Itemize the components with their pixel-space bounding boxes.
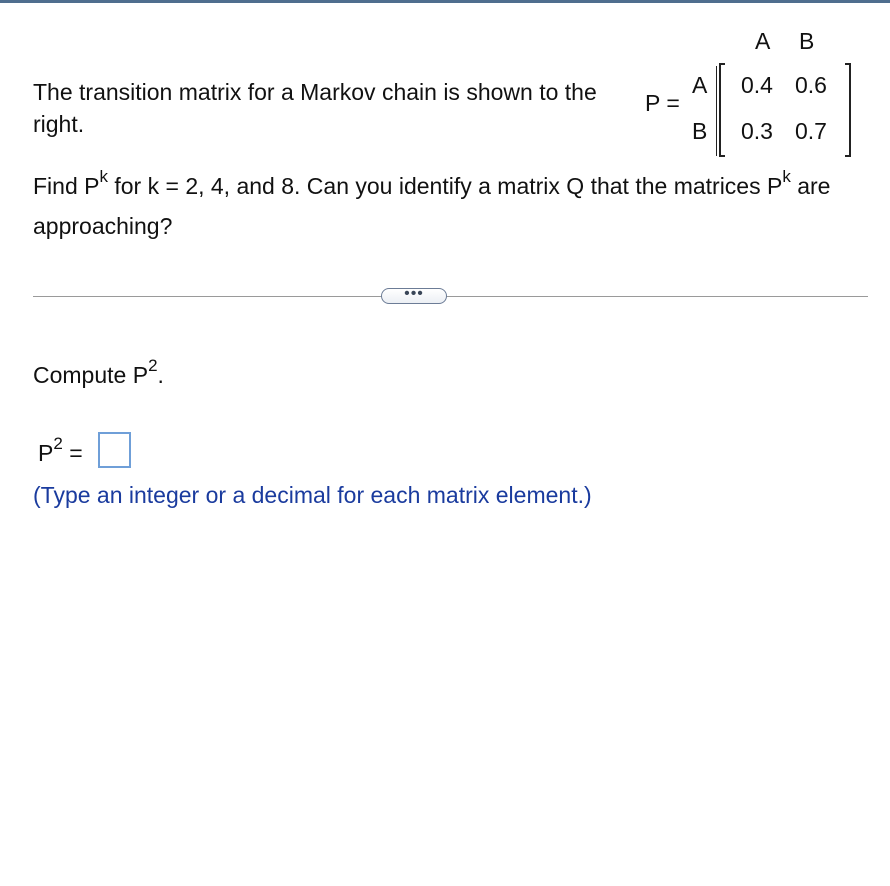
matrix-cell-a-b: 0.6 [795, 72, 827, 98]
expand-more-button[interactable]: ••• [381, 288, 447, 304]
matrix-cell-b-b: 0.7 [795, 118, 827, 144]
answer-equals: = [62, 440, 83, 466]
matrix-cell-b-a: 0.3 [741, 118, 773, 144]
question-part-3: are approaching? [33, 173, 831, 239]
question-exponent-2: k [782, 167, 791, 187]
row-label-a: A [692, 72, 708, 98]
answer-matrix-input[interactable] [98, 432, 131, 468]
question-part-2: for k = 2, 4, and 8. Can you identify a matrix Q that the matrices P [107, 173, 783, 199]
matrix-label: P = [645, 90, 680, 116]
question-exponent-1: k [99, 167, 108, 187]
matrix-cell-a-a: 0.4 [741, 72, 773, 98]
compute-prefix: Compute P [33, 362, 149, 388]
column-label-a: A [755, 28, 771, 54]
compute-instruction [33, 356, 164, 389]
row-label-b: B [692, 118, 708, 144]
problem-statement: The transition matrix for a Markov chain is shown to the right. [33, 79, 597, 137]
compute-exponent: 2 [148, 356, 158, 376]
question-part-1: Find P [33, 173, 100, 199]
section-divider [33, 296, 868, 297]
question-text [33, 166, 873, 246]
answer-hint: (Type an integer or a decimal for each matrix element.) [33, 482, 592, 508]
answer-label [38, 434, 83, 467]
answer-base: P [38, 440, 54, 466]
top-rule [0, 0, 890, 3]
matrix-right-bracket [845, 63, 851, 157]
answer-exponent: 2 [53, 434, 63, 454]
column-label-b: B [799, 28, 815, 54]
matrix-label-divider [716, 66, 717, 156]
matrix-left-bracket [719, 63, 725, 157]
compute-suffix: . [157, 362, 164, 388]
